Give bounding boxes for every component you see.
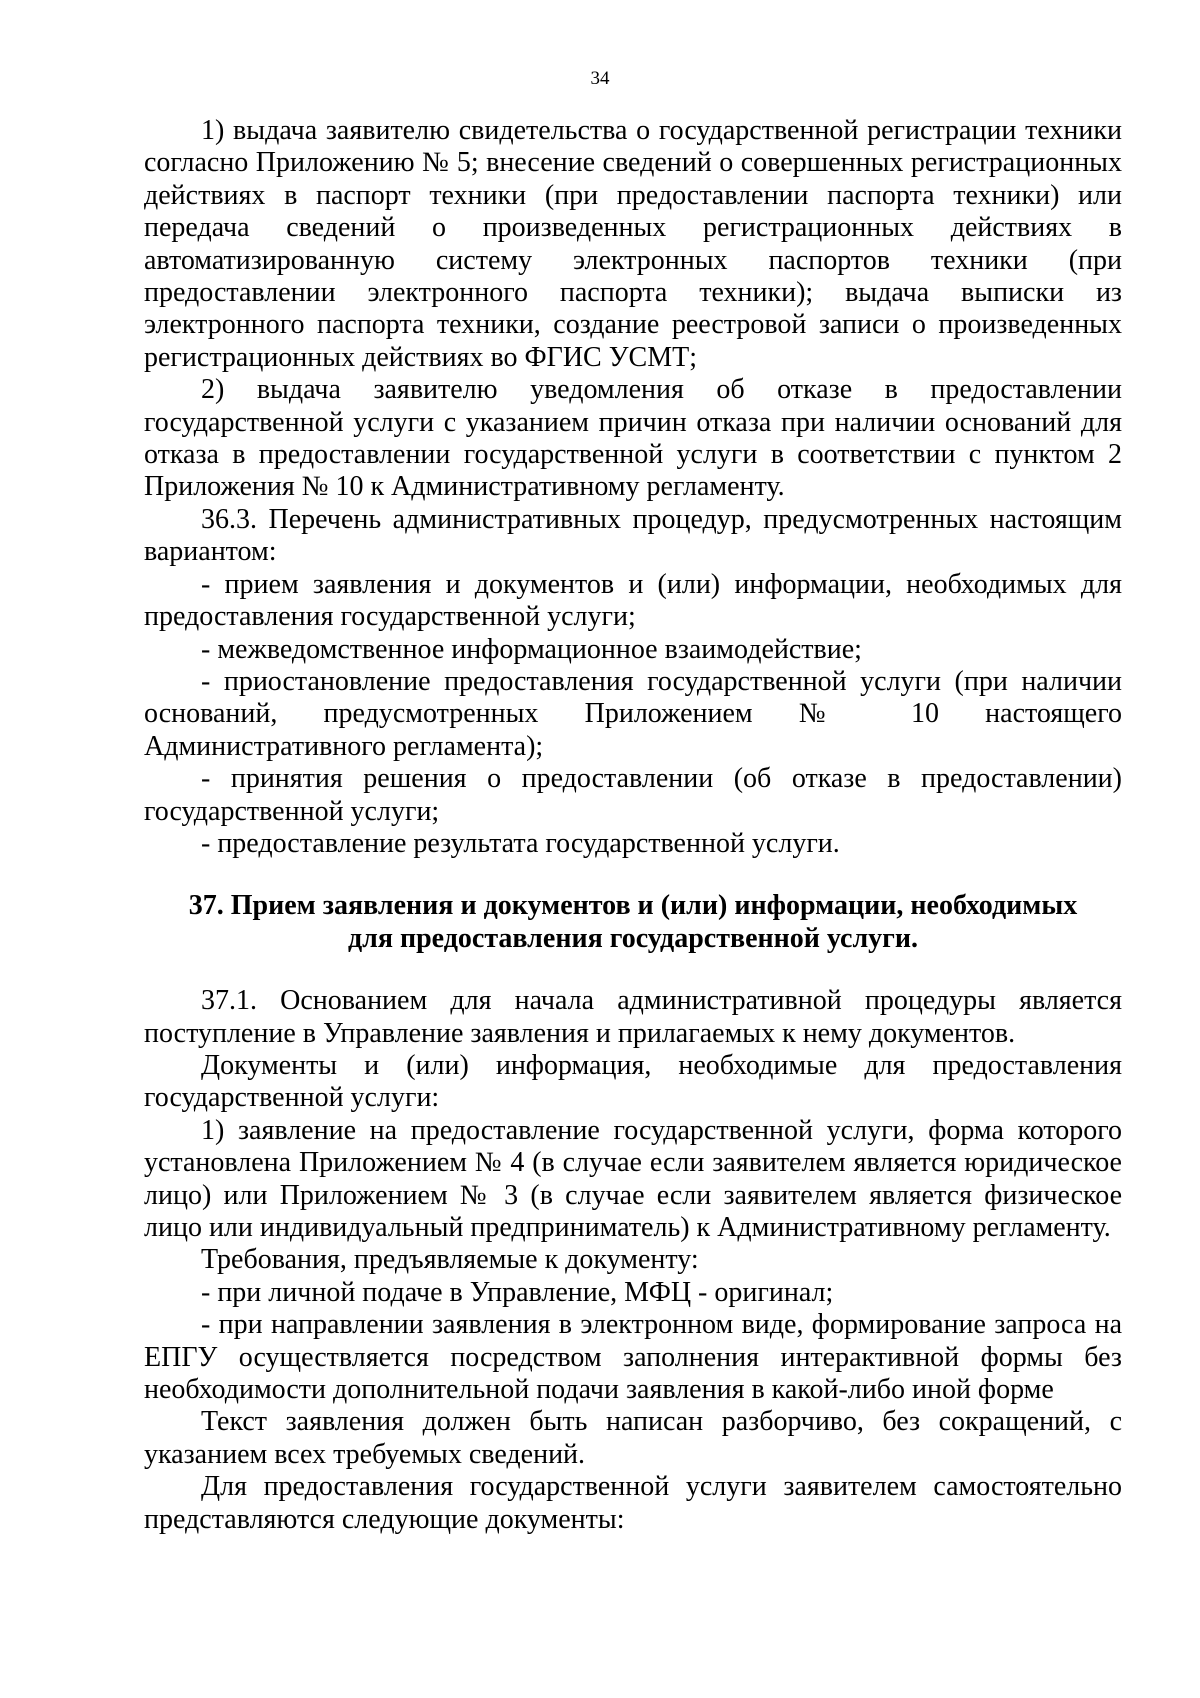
procedure-list-item: - приостановление предоставления государственной услуги (при наличии оснований, предусмотренных Приложением № 10 настоящего Административного регламента); [144,665,1122,762]
paragraph-37-1: 37.1. Основанием для начала административной процедуры является поступление в Управление заявления и прилагаемых к нему документов. [144,985,1122,1049]
section-heading-line-2: для предоставления государственной услуги. [347,922,919,954]
paragraph-documents-list-intro: Для предоставления государственной услуги заявителем самостоятельно представляются следующие документы: [144,1471,1122,1535]
paragraph-application-form: 1) заявление на предоставление государственной услуги, форма которого установлена Приложением № 4 (в случае если заявителем является юридическое лицо) или Приложением № 3 (в случае если заявителем является физическое лицо или индивидуальный предприниматель) к Административному регламенту. [144,1114,1122,1243]
paragraph-requirements-intro: Требования, предъявляемые к документу: [201,1244,699,1276]
paragraph-legibility: Текст заявления должен быть написан разборчиво, без сокращений, с указанием всех требуемых сведений. [144,1406,1122,1470]
procedure-list-item: - предоставление результата государственной услуги. [201,827,840,859]
paragraph-result-item-2: 2) выдача заявителю уведомления об отказе в предоставлении государственной услуги с указанием причин отказа при наличии оснований для отказа в предоставлении государственной услуги в соответствии с пунктом 2 Приложения № 10 к Административному регламенту. [144,374,1122,503]
procedure-list-item: - принятия решения о предоставлении (об отказе в предоставлении) государственной услуги; [144,763,1122,827]
page-number: 34 [590,68,610,89]
document-body [144,115,1122,1536]
paragraph-result-item-1: 1) выдача заявителю свидетельства о государственной регистрации техники согласно Приложению № 5; внесение сведений о совершенных регистрационных действиях в паспорт техники (при предоставлении паспорта техники) или передача сведений о произведенных регистрационных действиях в автоматизированную систему электронных паспортов техники (при предоставлении электронного паспорта техники); выдача выписки из электронного паспорта техники, создание реестровой записи о произведенных регистрационных действиях во ФГИС УСМТ; [144,115,1122,373]
procedure-list-item: - прием заявления и документов и (или) информации, необходимых для предоставления государственной услуги; [144,568,1122,633]
paragraph-documents-intro: Документы и (или) информация, необходимые для предоставления государственной услуги: [144,1049,1122,1114]
section-heading-line-1: 37. Прием заявления и документов и (или) информации, необходимых [188,890,1078,922]
requirement-list-item: - при направлении заявления в электронном виде, формирование запроса на ЕПГУ осуществляется посредством заполнения интерактивной формы без необходимости дополнительной подачи заявления в какой-либо иной форме [144,1309,1122,1406]
requirement-list-item: - при личной подаче в Управление, МФЦ - оригинал; [201,1276,834,1308]
paragraph-36-3: 36.3. Перечень административных процедур, предусмотренных настоящим вариантом: [144,503,1122,568]
procedure-list-item: - межведомственное информационное взаимодействие; [201,633,862,665]
section-heading-37 [144,890,1122,955]
